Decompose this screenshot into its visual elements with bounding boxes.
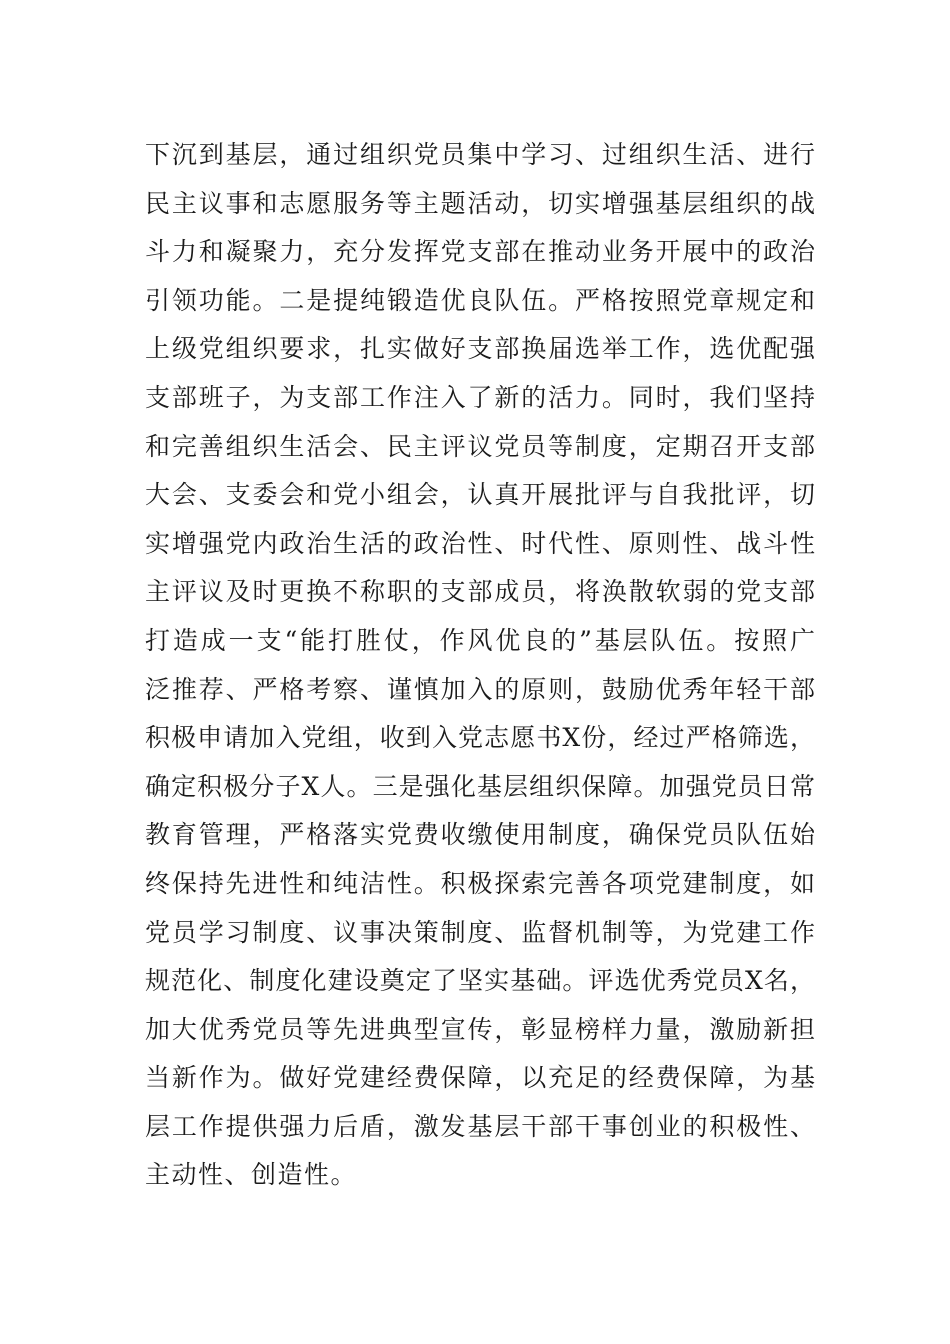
- text-line: 打造成一支“能打胜仗，作风优良的”基层队伍。按照广: [145, 625, 815, 655]
- text-line: 层工作提供强力后盾，激发基层干部干事创业的积极性、: [145, 1111, 815, 1141]
- text-line: 斗力和凝聚力，充分发挥党支部在推动业务开展中的政治: [145, 237, 815, 267]
- text-line: 当新作为。做好党建经费保障，以充足的经费保障，为基: [145, 1063, 815, 1093]
- text-line: 大会、支委会和党小组会，认真开展批评与自我批评，切: [145, 480, 815, 510]
- text-line: 和完善组织生活会、民主评议党员等制度，定期召开支部: [145, 431, 815, 461]
- text-line: 实增强党内政治生活的政治性、时代性、原则性、战斗性: [145, 528, 815, 558]
- text-line: 主评议及时更换不称职的支部成员，将涣散软弱的党支部: [145, 577, 815, 607]
- text-line: 加大优秀党员等先进典型宣传，彰显榜样力量，激励新担: [145, 1014, 815, 1044]
- text-line: 规范化、制度化建设奠定了坚实基础。评选优秀党员X名，: [145, 966, 815, 996]
- body-paragraph: [145, 131, 815, 1200]
- text-line: 民主议事和志愿服务等主题活动，切实增强基层组织的战: [145, 188, 815, 218]
- text-line: 终保持先进性和纯洁性。积极探索完善各项党建制度，如: [145, 868, 815, 898]
- text-line: 引领功能。二是提纯锻造优良队伍。严格按照党章规定和: [145, 285, 815, 315]
- text-line-last: 主动性、创造性。: [145, 1160, 358, 1190]
- text-line: 教育管理，严格落实党费收缴使用制度，确保党员队伍始: [145, 820, 815, 850]
- text-line: 支部班子，为支部工作注入了新的活力。同时，我们坚持: [145, 382, 815, 412]
- text-line: 确定积极分子X人。三是强化基层组织保障。加强党员日常: [145, 771, 815, 801]
- text-line: 上级党组织要求，扎实做好支部换届选举工作，选优配强: [145, 334, 815, 364]
- text-line: 泛推荐、严格考察、谨慎加入的原则，鼓励优秀年轻干部: [145, 674, 815, 704]
- text-line: 党员学习制度、议事决策制度、监督机制等，为党建工作: [145, 917, 815, 947]
- text-line: 积极申请加入党组，收到入党志愿书X份，经过严格筛选，: [145, 723, 815, 753]
- text-line: 下沉到基层，通过组织党员集中学习、过组织生活、进行: [145, 140, 815, 169]
